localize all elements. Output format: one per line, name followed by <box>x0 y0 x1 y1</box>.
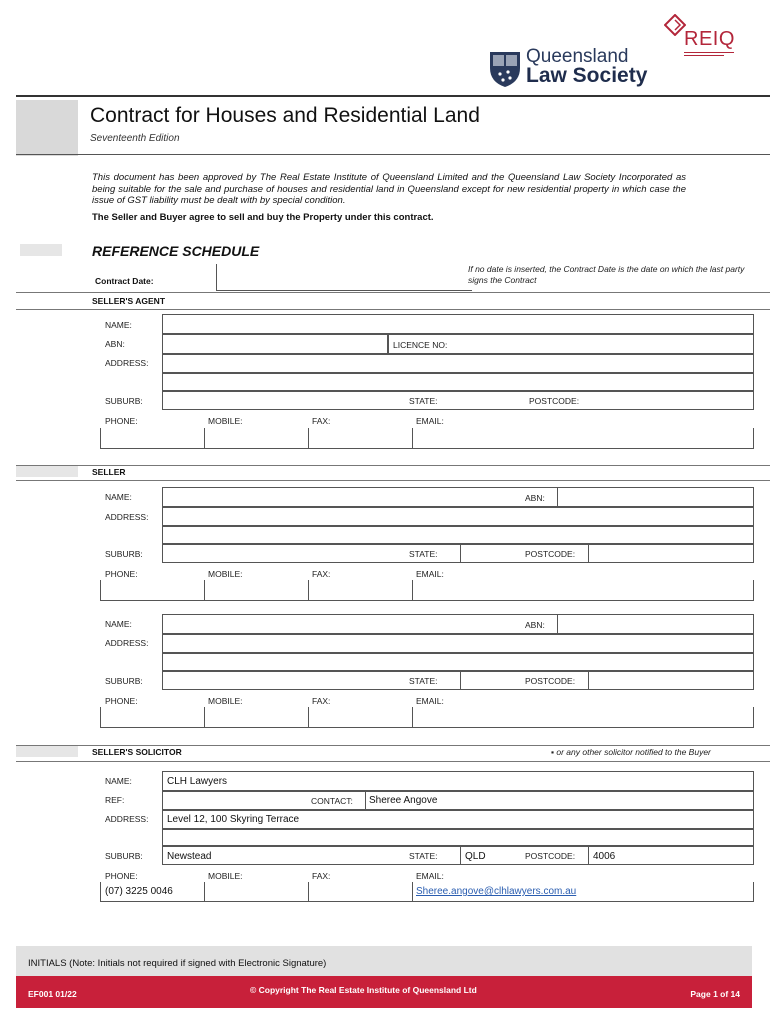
seller1-fax-label: FAX: <box>312 569 331 579</box>
seller2-suburb-field[interactable] <box>162 671 754 690</box>
contract-date-field[interactable] <box>216 264 472 291</box>
divider <box>204 882 205 902</box>
divider <box>557 614 558 634</box>
divider <box>557 487 558 507</box>
solicitor-section-heading: SELLER'S SOLICITOR <box>92 747 182 757</box>
solicitor-section-rule <box>16 745 770 746</box>
footer-code: EF001 01/22 <box>28 989 77 999</box>
agent-section-heading: SELLER'S AGENT <box>92 296 166 306</box>
agent-abn-field[interactable] <box>162 334 388 354</box>
solicitor-name-value: CLH Lawyers <box>167 776 228 787</box>
solicitor-ref-field[interactable] <box>162 791 754 810</box>
seller1-state-label: STATE: <box>409 549 438 559</box>
qls-logo-line1: Queensland <box>526 46 629 67</box>
title-rule <box>16 154 770 155</box>
seller2-state-label: STATE: <box>409 676 438 686</box>
initials-text: INITIALS (Note: Initials not required if signed with Electronic Signature) <box>28 958 327 969</box>
seller2-phone-label: PHONE: <box>105 696 138 706</box>
solicitor-contact-label: CONTACT: <box>311 796 353 806</box>
divider <box>460 671 461 690</box>
solicitor-state-label: STATE: <box>409 851 438 861</box>
schedule-tab <box>20 244 62 256</box>
agent-state-label: STATE: <box>409 396 438 406</box>
divider <box>308 707 309 728</box>
solicitor-postcode-value: 4006 <box>593 851 616 862</box>
schedule-heading: REFERENCE SCHEDULE <box>92 243 260 259</box>
solicitor-postcode-label: POSTCODE: <box>525 851 576 861</box>
seller1-contact-row <box>100 580 754 601</box>
agent-abn-label: ABN: <box>105 339 125 349</box>
agent-fax-label: FAX: <box>312 416 331 426</box>
agreement-statement: The Seller and Buyer agree to sell and buy the Property under this contract. <box>92 212 434 223</box>
agent-suburb-field[interactable] <box>162 391 754 410</box>
intro-paragraph: This document has been approved by The Real Estate Institute of Queensland Limited and the Queensland Law Society Incorporated as being suitable for the sale and purchase of houses and residential land in Queensland except for new residential property in which case the issue of GST liability must be dealt with by special condition. <box>92 172 686 206</box>
seller1-email-label: EMAIL: <box>416 569 444 579</box>
seller1-address-label: ADDRESS: <box>105 512 149 522</box>
divider <box>460 846 461 865</box>
solicitor-contact-value: Sheree Angove <box>369 795 438 806</box>
seller2-address-line1[interactable] <box>162 634 754 653</box>
seller2-email-label: EMAIL: <box>416 696 444 706</box>
seller2-name-field[interactable] <box>162 614 754 634</box>
solicitor-ref-label: REF: <box>105 795 125 805</box>
seller2-address-label: ADDRESS: <box>105 638 149 648</box>
footer-bar <box>16 976 752 1008</box>
reiq-diamond-icon <box>664 14 686 36</box>
seller2-contact-row <box>100 707 754 728</box>
solicitor-mobile-label: MOBILE: <box>208 871 243 881</box>
seller-section-heading: SELLER <box>92 467 126 477</box>
qls-logo-line2: Law Society <box>526 64 648 87</box>
divider <box>204 707 205 728</box>
seller1-phone-label: PHONE: <box>105 569 138 579</box>
seller2-address-line2[interactable] <box>162 653 754 671</box>
top-rule <box>16 95 770 97</box>
solicitor-phone-value: (07) 3225 0046 <box>105 886 173 897</box>
solicitor-suburb-value: Newstead <box>167 851 212 862</box>
contract-date-label: Contract Date: <box>95 276 154 286</box>
solicitor-address-line2[interactable] <box>162 829 754 846</box>
contract-date-note: If no date is inserted, the Contract Date is the date on which the last party signs the Contract <box>468 264 745 285</box>
seller2-fax-label: FAX: <box>312 696 331 706</box>
divider <box>308 428 309 449</box>
solicitor-heading-rule <box>16 761 770 762</box>
solicitor-address-value: Level 12, 100 Skyring Terrace <box>167 814 300 825</box>
seller-section-rule <box>16 465 770 466</box>
divider <box>412 580 413 601</box>
seller1-abn-label: ABN: <box>525 493 545 503</box>
seller2-postcode-label: POSTCODE: <box>525 676 576 686</box>
divider <box>204 580 205 601</box>
footer-copyright: © Copyright The Real Estate Institute of Queensland Ltd <box>250 985 477 995</box>
agent-address-line2[interactable] <box>162 373 754 391</box>
solicitor-address-line1[interactable] <box>162 810 754 829</box>
solicitor-name-label: NAME: <box>105 776 132 786</box>
agent-name-field[interactable] <box>162 314 754 334</box>
agent-heading-rule <box>16 309 770 310</box>
solicitor-suburb-field[interactable] <box>162 846 754 865</box>
seller1-name-label: NAME: <box>105 492 132 502</box>
seller1-suburb-label: SUBURB: <box>105 549 143 559</box>
solicitor-section-tab <box>16 746 78 757</box>
solicitor-email-link[interactable]: Sheree.angove@clhlawyers.com.au <box>416 886 577 897</box>
seller2-abn-label: ABN: <box>525 620 545 630</box>
divider <box>460 544 461 563</box>
agent-name-label: NAME: <box>105 320 132 330</box>
divider <box>412 707 413 728</box>
agent-email-label: EMAIL: <box>416 416 444 426</box>
footer-page: Page 1 of 14 <box>690 989 740 999</box>
agent-phone-label: PHONE: <box>105 416 138 426</box>
seller1-postcode-label: POSTCODE: <box>525 549 576 559</box>
title-tab <box>16 100 78 156</box>
seller2-mobile-label: MOBILE: <box>208 696 243 706</box>
seller1-suburb-field[interactable] <box>162 544 754 563</box>
agent-suburb-label: SUBURB: <box>105 396 143 406</box>
solicitor-suburb-label: SUBURB: <box>105 851 143 861</box>
seller-section-tab <box>16 466 78 477</box>
divider <box>308 580 309 601</box>
divider <box>412 882 413 902</box>
solicitor-address-label: ADDRESS: <box>105 814 149 824</box>
agent-mobile-label: MOBILE: <box>208 416 243 426</box>
agent-licence-field[interactable] <box>388 334 754 354</box>
seller2-suburb-label: SUBURB: <box>105 676 143 686</box>
seller1-address-line2[interactable] <box>162 526 754 544</box>
reiq-logo-tagline <box>684 52 744 56</box>
solicitor-email-label: EMAIL: <box>416 871 444 881</box>
solicitor-state-value: QLD <box>465 851 486 862</box>
agent-licence-label: LICENCE NO: <box>393 340 448 350</box>
agent-address-line1[interactable] <box>162 354 754 373</box>
document-title: Contract for Houses and Residential Land <box>90 104 480 127</box>
seller1-name-field[interactable] <box>162 487 754 507</box>
divider <box>308 882 309 902</box>
reiq-logo <box>660 14 756 66</box>
reiq-logo-text: REIQ <box>684 28 735 50</box>
agent-section-rule <box>16 292 770 293</box>
solicitor-fax-label: FAX: <box>312 871 331 881</box>
seller-heading-rule <box>16 480 770 481</box>
divider <box>588 671 589 690</box>
qls-logo <box>486 44 656 90</box>
agent-postcode-label: POSTCODE: <box>529 396 580 406</box>
divider <box>204 428 205 449</box>
crest-icon <box>488 48 522 88</box>
seller1-address-line1[interactable] <box>162 507 754 526</box>
solicitor-name-field[interactable] <box>162 771 754 791</box>
seller1-mobile-label: MOBILE: <box>208 569 243 579</box>
agent-address-label: ADDRESS: <box>105 358 149 368</box>
solicitor-note: ▪ or any other solicitor notified to the Buyer <box>551 747 711 757</box>
initials-bar <box>16 946 752 976</box>
divider <box>365 791 366 810</box>
divider <box>588 846 589 865</box>
document-edition: Seventeenth Edition <box>90 133 180 144</box>
divider <box>412 428 413 449</box>
solicitor-phone-label: PHONE: <box>105 871 138 881</box>
seller2-name-label: NAME: <box>105 619 132 629</box>
agent-contact-row <box>100 428 754 449</box>
divider <box>588 544 589 563</box>
